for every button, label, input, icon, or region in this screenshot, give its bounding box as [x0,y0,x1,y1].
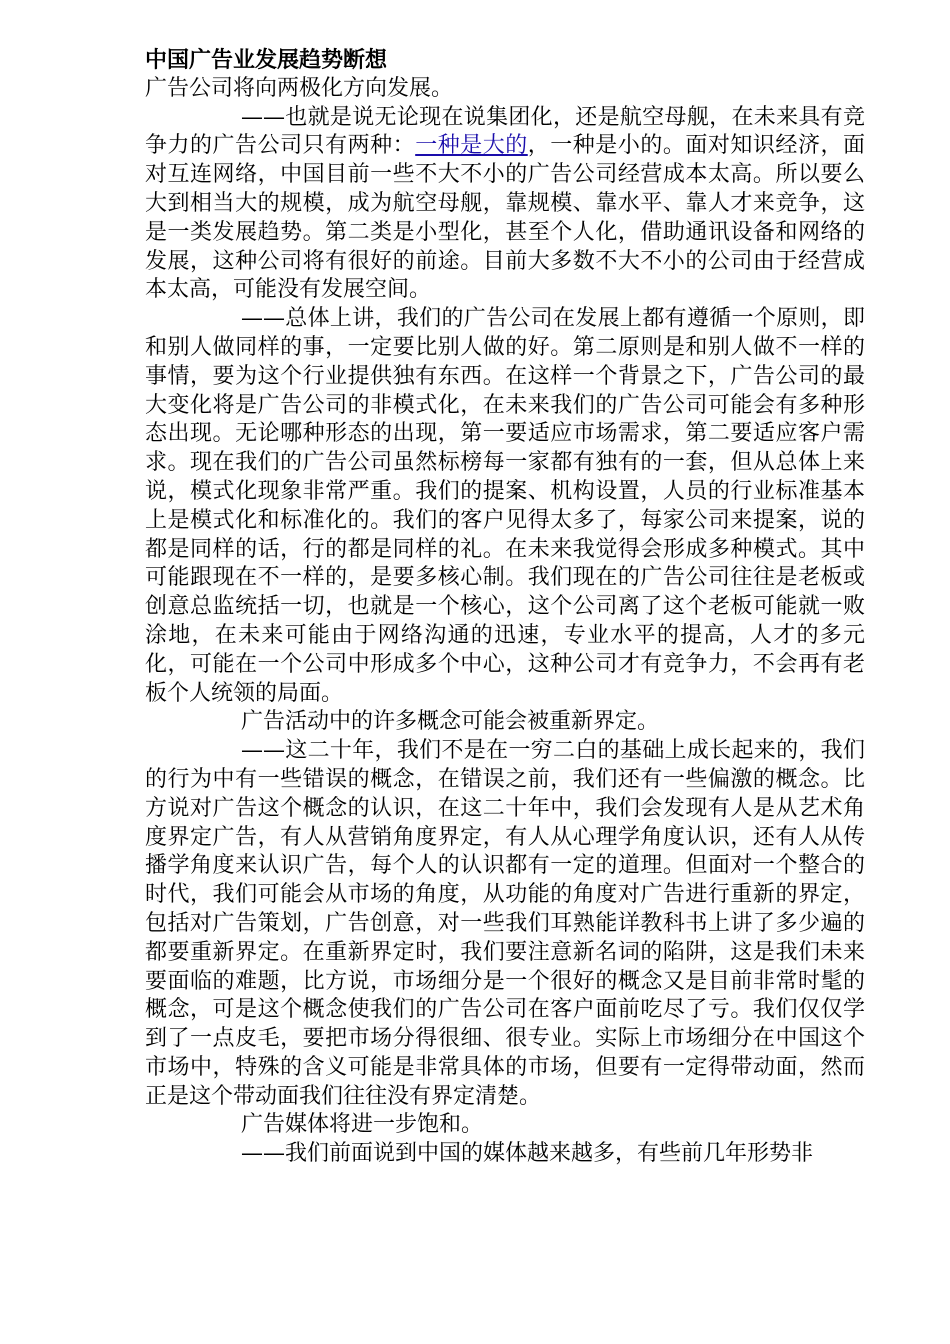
paragraph-polarization-body [145,104,865,306]
paragraph-text: ，一种是小的。面对知识经济，面对互连网络，中国目前一些不大不小的广告公司经营成本太高。所以要么大到相当大的规模，成为航空母舰，靠规模、靠水平、靠人才来竞争，这是一类发展趋势。第二类是小型化，甚至个人化，借助通讯设备和网络的发展，这种公司将有很好的前途。目前大多数不大不小的公司由于经营成本太高，可能没有发展空间。 [145,133,865,303]
paragraph-media-body: ——我们前面说到中国的媒体越来越多，有些前几年形势非 [241,1141,814,1167]
paragraph-principles-body: ——总体上讲，我们的广告公司在发展上都有遵循一个原则，即和别人做同样的事，一定要比别人做的好。第二原则是和别人做不一样的事情，要为这个行业提供独有东西。在这样一个背景之下，广告公司的最大变化将是广告公司的非模式化，在未来我们的广告公司可能会有多种形态出现。无论哪种形态的出现，第一要适应市场需求，第二要适应客户需求。现在我们的广告公司虽然标榜每一家都有独有的一套，但从总体上来说，模式化现象非常严重。我们的提案、机构设置，人员的行业标准基本上是模式化和标准化的。我们的客户见得太多了，每家公司来提案，说的都是同样的话，行的都是同样的礼。在未来我觉得会形成多种模式。其中可能跟现在不一样的，是要多核心制。我们现在的广告公司往往是老板或创意总监统括一切，也就是一个核心，这个公司离了这个老板可能就一败涂地，在未来可能由于网络沟通的迅速，专业水平的提高，人才的多元化，可能在一个公司中形成多个中心，这种公司才有竞争力，不会再有老板个人统领的局面。 [145,306,865,706]
inline-link-big-company[interactable]: 一种是大的 [415,133,528,159]
paragraph-heading-polarization: 广告公司将向两极化方向发展。 [145,75,454,101]
document-title: 中国广告业发展趋势断想 [145,47,388,73]
paragraph-heading-concepts: 广告活动中的许多概念可能会被重新界定。 [241,709,660,735]
paragraph-heading-media: 广告媒体将进一步饱和。 [241,1112,484,1138]
paragraph-concepts-body: ——这二十年，我们不是在一穷二白的基础上成长起来的，我们的行为中有一些错误的概念，在错误之前，我们还有一些偏激的概念。比方说对广告这个概念的认识，在这二十年中，我们会发现有人是从艺术角度界定广告，有人从营销角度界定，有人从心理学角度认识，还有人从传播学角度来认识广告，每个人的认识都有一定的道理。但面对一个整合的时代，我们可能会从市场的角度，从功能的角度对广告进行重新的界定，包括对广告策划，广告创意，对一些我们耳熟能详教科书上讲了多少遍的都要重新界定。在重新界定时，我们要注意新名词的陷阱，这是我们未来要面临的难题，比方说，市场细分是一个很好的概念又是目前非常时髦的概念，可是这个概念使我们的广告公司在客户面前吃尽了亏。我们仅仅学到了一点皮毛，要把市场分得很细、很专业。实际上市场细分在中国这个市场中，特殊的含义可能是非常具体的市场，但要有一定得带动面，然而正是这个带动面我们往往没有界定清楚。 [145,738,865,1109]
document-body [145,46,865,1169]
paragraph-text: ——也就是说无论现在说集团化，还是航空母舰，在未来具有竞争力的广告公司只有两种： [145,104,865,159]
